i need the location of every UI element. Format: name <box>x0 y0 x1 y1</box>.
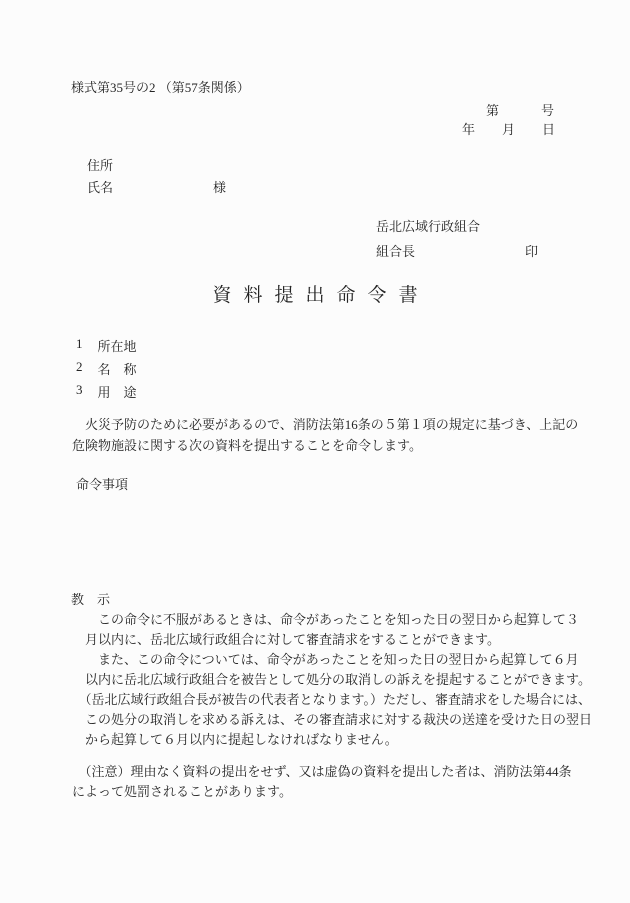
property-item-label: 名 称 <box>97 362 137 377</box>
text-line: によって処罰されることがあります。 <box>72 784 292 799</box>
date-line <box>462 119 555 138</box>
seal-placeholder: 印 <box>525 244 539 259</box>
document-title: 資料提出命令書 <box>212 285 430 306</box>
doc-number-prefix: 第 <box>486 103 500 118</box>
document-number-line <box>486 100 554 119</box>
property-item-label: 用 途 <box>97 385 137 400</box>
addressee-name-label: 氏名 <box>87 180 114 195</box>
text-line: （岳北広域行政組合長が被告の代表者となります。）ただし、審査請求をした場合には、 <box>78 692 591 707</box>
order-items-label: 命令事項 <box>76 477 129 492</box>
text-line: この処分の取消しを求める訴えは、その審査請求に対する裁決の送達を受けた日の翌日 <box>85 712 593 727</box>
date-day-label: 日 <box>542 122 556 137</box>
text-line: 以内に岳北広域行政組合を被告として処分の取消しの訴えを提起することができます。 <box>85 672 591 687</box>
penalty-notice-text <box>72 762 571 802</box>
issuer-title: 組合長 <box>376 244 416 259</box>
addressee-name-line <box>87 177 226 196</box>
issuer-organization: 岳北広域行政組合 <box>376 219 481 234</box>
appeal-instructions-label: 教 示 <box>71 592 111 607</box>
addressee-honorific: 様 <box>213 180 227 195</box>
property-item-number: 1 <box>76 336 83 351</box>
date-year-label: 年 <box>462 122 476 137</box>
property-list <box>76 336 137 405</box>
text-line: この命令に不服があるときは、命令があったことを知った日の翌日から起算して３ <box>98 612 579 627</box>
text-line: から起算して６月以内に提起しなければなりません。 <box>85 732 398 747</box>
date-month-label: 月 <box>502 122 516 137</box>
text-line: また、この命令については、命令があったことを知った日の翌日から起算して６月 <box>98 652 579 667</box>
property-item <box>76 382 137 405</box>
property-item <box>76 336 137 359</box>
issuer-title-line <box>376 241 538 260</box>
doc-number-suffix: 号 <box>541 103 555 118</box>
property-item <box>76 359 137 382</box>
order-paragraph <box>72 414 578 456</box>
form-number: 様式第35号の2 （第57条関係） <box>71 80 250 95</box>
property-item-number: 3 <box>76 382 83 397</box>
text-line: （注意）理由なく資料の提出をせず、又は虚偽の資料を提出した者は、消防法第44条 <box>78 764 572 779</box>
text-line: 月以内に、岳北広域行政組合に対して審査請求をすることができます。 <box>85 632 500 647</box>
addressee-address-label: 住所 <box>87 158 114 173</box>
property-item-label: 所在地 <box>97 339 137 354</box>
text-line: 火災予防のために必要があるので、消防法第16条の５第１項の規定に基づき、上記の <box>85 417 579 432</box>
appeal-instructions-text <box>72 610 592 750</box>
text-line: 危険物施設に関する次の資料を提出することを命令します。 <box>72 438 422 453</box>
property-item-number: 2 <box>76 359 83 374</box>
